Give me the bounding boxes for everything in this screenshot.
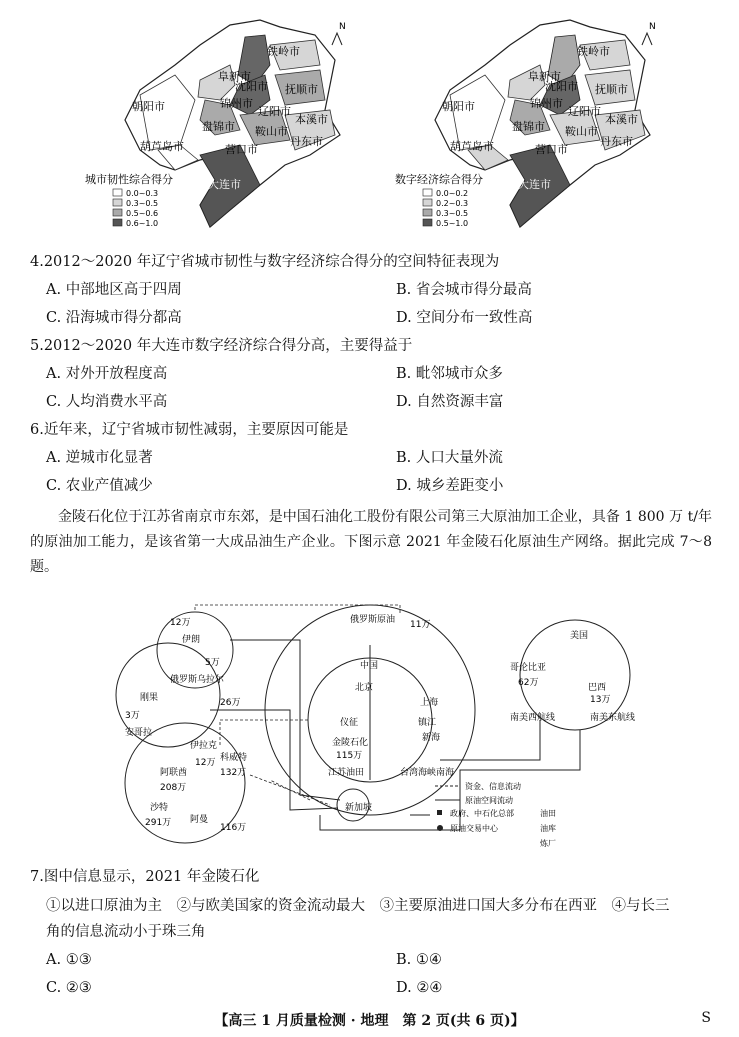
svg-text:科威特: 科威特: [220, 753, 248, 763]
passage-jinling: 金陵石化位于江苏省南京市东郊，是中国石油化工股份有限公司第三大原油加工企业，具备 1 800 万 t/年的原油加工能力，是该省第一大成品油生产企业。下图示意 2021 年金陵石化原油生产网络。据此完成 7～8 题。: [30, 509, 712, 575]
svg-text:镇江: 镇江: [418, 718, 437, 728]
svg-text:26万: 26万: [220, 698, 241, 708]
svg-text:0.6~1.0: 0.6~1.0: [126, 219, 159, 228]
svg-text:南美东航线: 南美东航线: [590, 713, 636, 723]
crude-oil-network-diagram: [110, 600, 636, 850]
svg-text:盘锦市: 盘锦市: [202, 120, 235, 133]
svg-text:12万: 12万: [170, 618, 191, 628]
svg-text:原油空间流动: 原油空间流动: [465, 796, 513, 805]
svg-text:巴西: 巴西: [588, 683, 607, 693]
svg-text:辽阳市: 辽阳市: [568, 105, 601, 118]
question-5-stem: 5.2012～2020 年大连市数字经济综合得分高，主要得益于: [30, 338, 413, 354]
question-7-option-a[interactable]: A. ①③: [46, 952, 92, 968]
svg-text:鞍山市: 鞍山市: [255, 125, 288, 138]
question-7-option-b[interactable]: B. ①④: [396, 952, 442, 968]
svg-text:阜新市: 阜新市: [528, 70, 561, 83]
svg-text:大连市: 大连市: [518, 178, 551, 191]
question-5-option-a[interactable]: A. 对外开放程度高: [46, 366, 168, 382]
svg-text:资金、信息流动: 资金、信息流动: [465, 782, 521, 791]
question-6-stem: 6.近年来，辽宁省城市韧性减弱，主要原因可能是: [30, 422, 349, 438]
svg-text:仪征: 仪征: [340, 718, 359, 728]
svg-text:沈阳市: 沈阳市: [545, 80, 578, 93]
liaoning-maps: [80, 5, 660, 240]
svg-text:俄罗斯乌拉尔: 俄罗斯乌拉尔: [170, 675, 225, 685]
question-4-option-b[interactable]: B. 省会城市得分最高: [396, 282, 532, 298]
svg-text:11万: 11万: [410, 620, 431, 630]
svg-text:刚果: 刚果: [140, 693, 159, 703]
svg-text:0.5~1.0: 0.5~1.0: [436, 219, 469, 228]
svg-text:油库: 油库: [540, 824, 556, 833]
svg-text:锦州市: 锦州市: [220, 97, 253, 110]
question-7-option-c[interactable]: C. ②③: [46, 980, 92, 996]
svg-text:62万: 62万: [518, 678, 539, 688]
question-4-stem: 4.2012～2020 年辽宁省城市韧性与数字经济综合得分的空间特征表现为: [30, 254, 500, 270]
question-4-option-a[interactable]: A. 中部地区高于四周: [46, 282, 182, 298]
question-7-statements: ①以进口原油为主 ②与欧美国家的资金流动最大 ③主要原油进口国大多分布在西亚 ④与长三: [46, 898, 670, 914]
svg-text:阜新市: 阜新市: [218, 70, 251, 83]
svg-text:116万: 116万: [220, 823, 247, 833]
svg-text:营口市: 营口市: [225, 143, 258, 156]
svg-text:南美西航线: 南美西航线: [510, 713, 556, 723]
north-arrow-icon: [642, 22, 656, 45]
svg-text:13万: 13万: [590, 695, 611, 705]
svg-text:锦州市: 锦州市: [530, 97, 563, 110]
svg-text:炼厂: 炼厂: [540, 839, 556, 848]
svg-text:油田: 油田: [540, 809, 556, 818]
question-7-option-d[interactable]: D. ②④: [396, 980, 443, 996]
svg-text:0.0~0.3: 0.0~0.3: [126, 189, 159, 198]
svg-text:0.5~0.6: 0.5~0.6: [126, 209, 159, 218]
map-left-city-tieling: 铁岭市: [267, 45, 300, 58]
svg-text:沙特: 沙特: [150, 803, 169, 813]
question-5-option-d[interactable]: D. 自然资源丰富: [396, 394, 504, 410]
svg-text:丹东市: 丹东市: [600, 135, 633, 148]
question-6-option-c[interactable]: C. 农业产值减少: [46, 478, 153, 494]
question-7-statements-cont: 角的信息流动小于珠三角: [46, 924, 206, 940]
svg-text:美国: 美国: [570, 631, 589, 641]
network-figure: [110, 600, 636, 850]
svg-text:金陵石化: 金陵石化: [332, 738, 369, 748]
svg-text:哥伦比亚: 哥伦比亚: [510, 663, 547, 673]
svg-text:291万: 291万: [145, 818, 172, 828]
svg-text:葫芦岛市: 葫芦岛市: [450, 140, 494, 153]
svg-text:上海: 上海: [420, 698, 439, 708]
svg-text:鞍山市: 鞍山市: [565, 125, 598, 138]
question-6-option-a[interactable]: A. 逆城市化显著: [46, 450, 153, 466]
svg-text:数字经济综合得分: 数字经济综合得分: [395, 173, 483, 186]
svg-text:3万: 3万: [125, 711, 140, 721]
question-6-option-b[interactable]: B. 人口大量外流: [396, 450, 503, 466]
svg-text:政府、中石化总部: 政府、中石化总部: [450, 809, 514, 818]
svg-text:新加坡: 新加坡: [345, 803, 373, 813]
map-left-legend-title: 城市韧性综合得分: [85, 173, 173, 186]
question-5-option-b[interactable]: B. 毗邻城市众多: [396, 366, 503, 382]
svg-text:朝阳市: 朝阳市: [132, 100, 165, 113]
digital-economy-map: [395, 20, 656, 228]
svg-text:葫芦岛市: 葫芦岛市: [140, 140, 184, 153]
svg-text:阿曼: 阿曼: [190, 815, 209, 825]
svg-text:本溪市: 本溪市: [295, 113, 328, 126]
svg-text:本溪市: 本溪市: [605, 113, 638, 126]
svg-text:中国: 中国: [360, 661, 379, 671]
svg-text:0.3~0.5: 0.3~0.5: [126, 199, 159, 208]
page-corner-mark: S: [701, 1010, 711, 1026]
svg-text:伊朗: 伊朗: [182, 635, 201, 645]
question-5-option-c[interactable]: C. 人均消费水平高: [46, 394, 168, 410]
svg-text:N: N: [649, 22, 656, 32]
svg-text:安哥拉: 安哥拉: [125, 728, 153, 738]
svg-text:铁岭市: 铁岭市: [577, 45, 610, 58]
svg-text:伊拉克: 伊拉克: [190, 741, 218, 751]
svg-text:抚顺市: 抚顺市: [595, 83, 628, 96]
svg-text:原油交易中心: 原油交易中心: [450, 824, 498, 833]
svg-text:北京: 北京: [355, 683, 374, 693]
svg-text:丹东市: 丹东市: [290, 135, 323, 148]
svg-text:115万: 115万: [336, 751, 363, 761]
question-4-option-d[interactable]: D. 空间分布一致性高: [396, 310, 533, 326]
svg-text:江苏油田: 江苏油田: [328, 768, 365, 778]
question-4-option-c[interactable]: C. 沿海城市得分都高: [46, 310, 182, 326]
page-footer: 【高三 1 月质量检测 · 地理 第 2 页(共 6 页)】: [214, 1013, 525, 1029]
network-legend: [435, 781, 556, 848]
svg-text:132万: 132万: [220, 768, 247, 778]
svg-text:12万: 12万: [195, 758, 216, 768]
svg-text:抚顺市: 抚顺市: [285, 83, 318, 96]
map-figure: [80, 5, 660, 240]
svg-text:0.2~0.3: 0.2~0.3: [436, 199, 469, 208]
resilience-map: [85, 20, 346, 228]
question-7-stem: 7.图中信息显示，2021 年金陵石化: [30, 869, 260, 885]
question-6-option-d[interactable]: D. 城乡差距变小: [396, 478, 504, 494]
svg-text:盘锦市: 盘锦市: [512, 120, 545, 133]
svg-text:营口市: 营口市: [535, 143, 568, 156]
svg-text:0.0~0.2: 0.0~0.2: [436, 189, 469, 198]
svg-text:沈阳市: 沈阳市: [235, 80, 268, 93]
svg-text:208万: 208万: [160, 783, 187, 793]
svg-text:阿联酋: 阿联酋: [160, 768, 188, 778]
svg-text:朝阳市: 朝阳市: [442, 100, 475, 113]
svg-text:大连市: 大连市: [208, 178, 241, 191]
svg-text:新海: 新海: [422, 733, 441, 743]
svg-text:5万: 5万: [205, 658, 220, 668]
svg-text:辽阳市: 辽阳市: [258, 105, 291, 118]
svg-text:N: N: [339, 22, 346, 32]
svg-text:台湾海峡南海: 台湾海峡南海: [400, 768, 455, 778]
north-arrow-icon: [332, 22, 346, 45]
svg-text:0.3~0.5: 0.3~0.5: [436, 209, 469, 218]
svg-text:俄罗斯原油: 俄罗斯原油: [350, 615, 396, 625]
